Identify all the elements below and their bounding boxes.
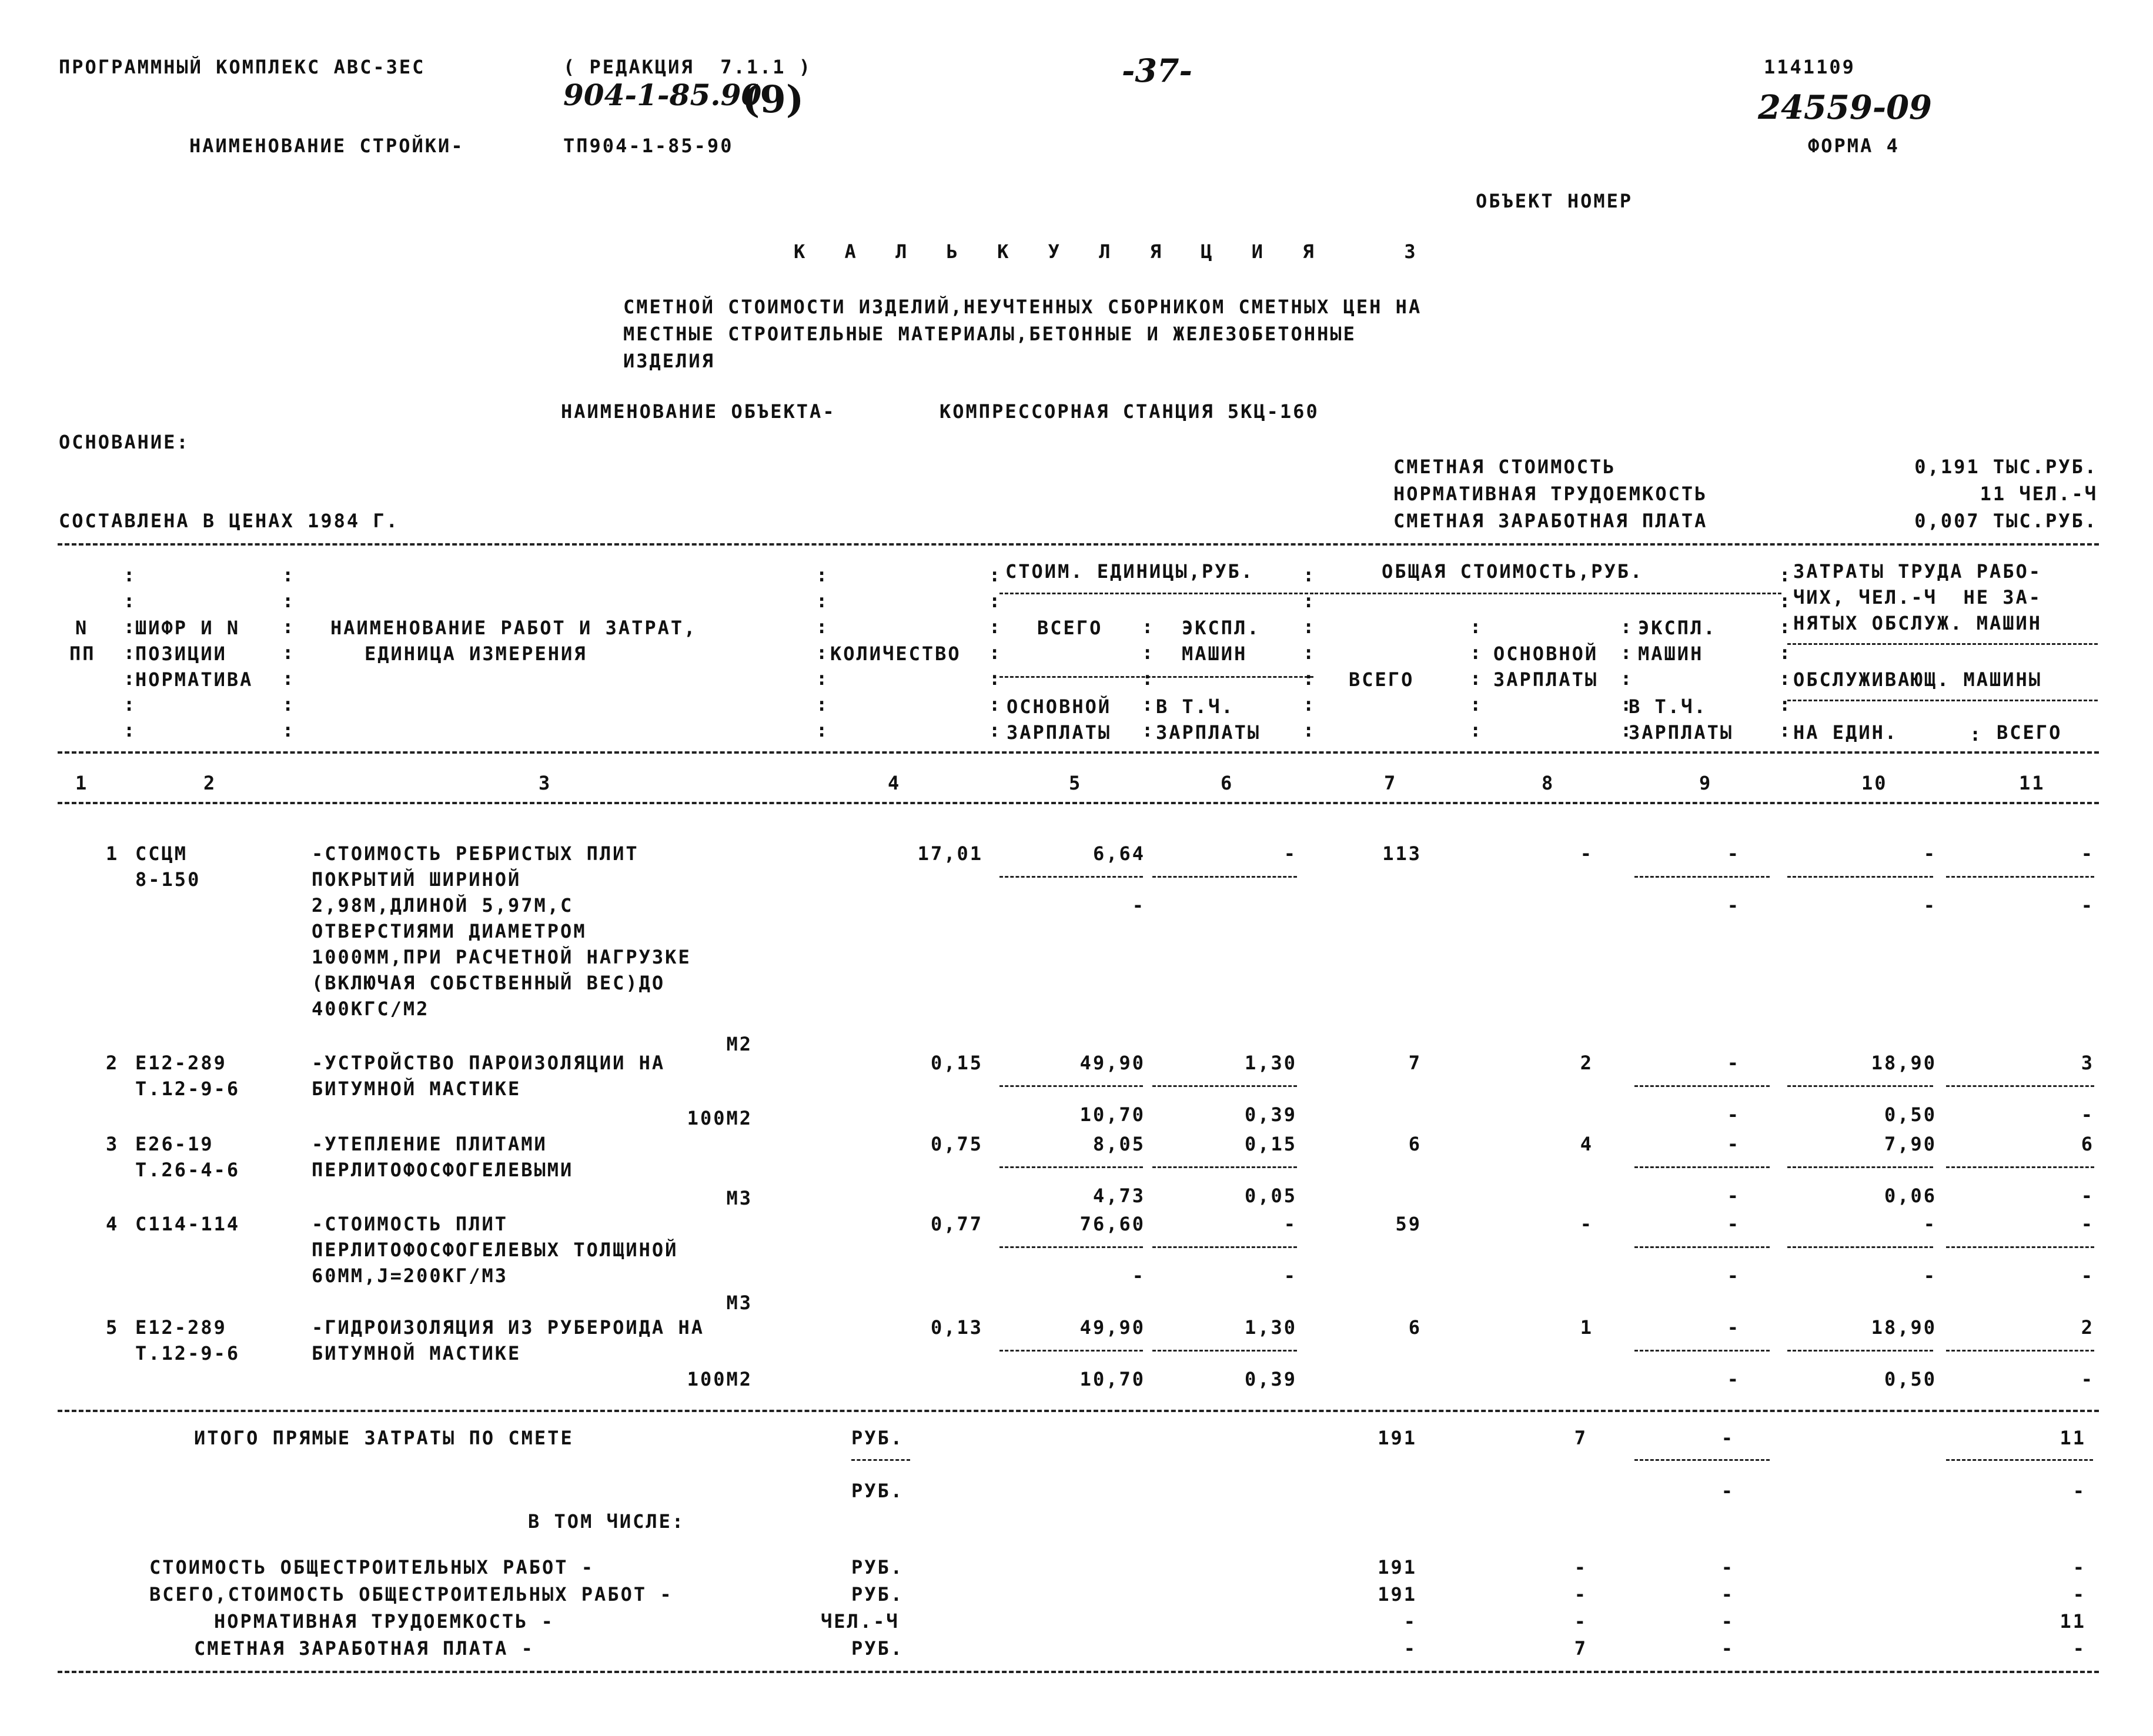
cell-c5: 49,90 [1079, 1316, 1145, 1339]
cell-divider [1634, 1246, 1770, 1248]
hdr-col5-bottom-1: ОСНОВНОЙ [1007, 695, 1112, 718]
row-name-line: 60ММ,J=200КГ/М3 [312, 1265, 508, 1287]
totals-line-c9: - [1721, 1583, 1734, 1605]
totals-line-c7: 191 [1378, 1556, 1417, 1578]
cell-c6: - [1283, 842, 1297, 865]
cell-c11: 6 [2081, 1133, 2094, 1155]
sep: : [1970, 723, 1981, 745]
row-code-1: С114-114 [135, 1213, 240, 1235]
cell-c10-norm: - [1923, 894, 1937, 916]
totals-line-unit: РУБ. [851, 1556, 904, 1578]
cell-c9-wage: - [1727, 1265, 1740, 1287]
hdr-unit-cost-group: СТОИМ. ЕДИНИЦЫ,РУБ. [1005, 560, 1255, 583]
row-code-1: Е26-19 [135, 1133, 214, 1155]
cell-c6-wage: 0,05 [1244, 1185, 1297, 1207]
summary-label-labor: НОРМАТИВНАЯ ТРУДОЕМКОСТЬ [1393, 483, 1708, 505]
cell-c11: 2 [2081, 1316, 2094, 1339]
cell-qty: 17,01 [917, 842, 983, 865]
totals-line-label: НОРМАТИВНАЯ ТРУДОЕМКОСТЬ - [214, 1610, 554, 1633]
row-name-line: БИТУМНОЙ МАСТИКЕ [312, 1078, 521, 1100]
cell-c6-wage: 0,39 [1244, 1103, 1297, 1126]
totals-line-label: СТОИМОСТЬ ОБЩЕСТРОИТЕЛЬНЫХ РАБОТ - [149, 1556, 595, 1578]
totals-line-label: ВСЕГО,СТОИМОСТЬ ОБЩЕСТРОИТЕЛЬНЫХ РАБОТ - [149, 1583, 673, 1605]
totals-line-c7: - [1403, 1637, 1417, 1660]
row-name-line: ОТВЕРСТИЯМИ ДИАМЕТРОМ [312, 920, 587, 942]
cell-c10-norm: 0,06 [1884, 1185, 1937, 1207]
cell-c5: 8,05 [1092, 1133, 1145, 1155]
summary-label-wage: СМЕТНАЯ ЗАРАБОТНАЯ ПЛАТА [1393, 510, 1708, 532]
row-unit: М3 [726, 1292, 753, 1314]
cell-divider [1787, 1085, 1933, 1087]
totals-line-unit: ЧЕЛ.-Ч [821, 1610, 900, 1633]
cell-c5-wage: 10,70 [1079, 1368, 1145, 1390]
col-number-7: 7 [1384, 772, 1398, 794]
cell-c9: - [1727, 1316, 1740, 1339]
summary-value-wage: 0,007 ТЫС.РУБ. [1914, 510, 2098, 532]
cell-c6: 1,30 [1244, 1316, 1297, 1339]
cell-divider [1152, 1085, 1297, 1087]
hdr-col9-bottom-1: В Т.Ч. [1629, 695, 1707, 718]
cell-divider [999, 876, 1143, 878]
row-unit: 100М2 [687, 1107, 753, 1129]
cell-c8: 4 [1580, 1133, 1593, 1155]
cell-c9: - [1727, 1052, 1740, 1074]
cell-qty: 0,15 [930, 1052, 983, 1074]
prices-year: СОСТАВЛЕНА В ЦЕНАХ 1984 Г. [59, 510, 399, 532]
cell-c8: - [1580, 842, 1593, 865]
cell-c9-wage: - [1727, 1368, 1740, 1390]
cell-c10: 18,90 [1871, 1052, 1937, 1074]
hdr-total-cost-group: ОБЩАЯ СТОИМОСТЬ,РУБ. [1382, 560, 1644, 583]
hdr-col9-bottom-2: ЗАРПЛАТЫ [1629, 721, 1734, 744]
hdr-col2-line1: ШИФР И N [135, 617, 240, 639]
cell-c9: - [1727, 1213, 1740, 1235]
subtitle-line-2: МЕСТНЫЕ СТРОИТЕЛЬНЫЕ МАТЕРИАЛЫ,БЕТОННЫЕ И ЖЕЛЕЗОБЕТОННЫЕ [623, 323, 1356, 345]
row-name-line: -СТОИМОСТЬ РЕБРИСТЫХ ПЛИТ [312, 842, 639, 865]
col-number-8: 8 [1542, 772, 1555, 794]
row-name-line: ПЕРЛИТОФОСФОГЕЛЕВЫМИ [312, 1159, 574, 1181]
cell-qty: 0,75 [930, 1133, 983, 1155]
cell-divider [1152, 876, 1297, 878]
cell-c11-norm: - [2081, 894, 2094, 916]
cell-qty: 0,77 [930, 1213, 983, 1235]
col-number-4: 4 [888, 772, 901, 794]
cell-divider [1946, 1350, 2094, 1352]
row-name-line: 2,98М,ДЛИНОЙ 5,97М,С [312, 894, 574, 916]
construction-value: ТП904-1-85-90 [563, 135, 734, 157]
cell-c11: 3 [2081, 1052, 2094, 1074]
cell-c5: 76,60 [1079, 1213, 1145, 1235]
row-number: 5 [106, 1316, 119, 1339]
totals-line-c11: - [2072, 1556, 2086, 1578]
hdr-labor-rule-2 [1787, 700, 2098, 701]
hdr-labor-group-1: ЗАТРАТЫ ТРУДА РАБО- [1793, 560, 2042, 583]
direct-costs-label: ИТОГО ПРЯМЫЕ ЗАТРАТЫ ПО СМЕТЕ [194, 1427, 574, 1449]
totals-top-rule [58, 1410, 2099, 1412]
row-name-line: ПОКРЫТИЙ ШИРИНОЙ [312, 868, 521, 891]
direct-costs-c11-rule [1946, 1459, 2093, 1461]
cell-c11: - [2081, 842, 2094, 865]
row-name-line: ПЕРЛИТОФОСФОГЕЛЕВЫХ ТОЛЩИНОЙ [312, 1239, 678, 1261]
cell-divider [999, 1166, 1143, 1168]
hdr-col3-line1: НАИМЕНОВАНИЕ РАБОТ И ЗАТРАТ, [330, 617, 697, 639]
hdr-col7: ВСЕГО [1349, 668, 1415, 691]
cell-c5-wage: 10,70 [1079, 1103, 1145, 1126]
totals-line-c11: 11 [2060, 1610, 2086, 1633]
hdr-col5-top: ВСЕГО [1037, 617, 1103, 639]
direct-costs-c11: 11 [2060, 1427, 2086, 1449]
totals-line-c9: - [1721, 1556, 1734, 1578]
summary-label-cost: СМЕТНАЯ СТОИМОСТЬ [1393, 456, 1616, 478]
sep: : : : : : : : [282, 564, 294, 741]
document-id: 1141109 [1764, 56, 1856, 78]
summary-value-cost: 0,191 ТЫС.РУБ. [1914, 456, 2098, 478]
hdr-unit-cost-rule [999, 593, 1313, 594]
row-name-line: (ВКЛЮЧАЯ СОБСТВЕННЫЙ ВЕС)ДО [312, 972, 666, 994]
hdr-col3-line2: ЕДИНИЦА ИЗМЕРЕНИЯ [365, 643, 587, 665]
cell-c11-norm: - [2081, 1368, 2094, 1390]
hdr-col5-bottom-2: ЗАРПЛАТЫ [1007, 721, 1112, 744]
cell-c10-norm: - [1923, 1265, 1937, 1287]
row-number: 4 [106, 1213, 119, 1235]
row-code-2: Т.12-9-6 [135, 1078, 240, 1100]
cell-divider [1634, 1350, 1770, 1352]
sep: : : : : : : : [1303, 564, 1315, 741]
object-name-value: КОМПРЕССОРНАЯ СТАНЦИЯ 5КЦ-160 [940, 400, 1319, 423]
hdr-col4: КОЛИЧЕСТВО [830, 643, 961, 665]
hdr-col6-top-1: ЭКСПЛ. [1182, 617, 1261, 639]
subtitle-line-3: ИЗДЕЛИЯ [623, 350, 715, 372]
cell-divider [999, 1246, 1143, 1248]
totals-line-c9: - [1721, 1637, 1734, 1660]
handwritten-part: (9) [742, 78, 804, 122]
cell-c5: 49,90 [1079, 1052, 1145, 1074]
totals-line-c8: - [1574, 1610, 1587, 1633]
sep: : : : : : : : [989, 564, 1001, 741]
cell-c11: - [2081, 1213, 2094, 1235]
row-name-line: 400КГС/М2 [312, 998, 430, 1020]
hdr-col2-line3: НОРМАТИВА [135, 668, 253, 691]
cell-c11-norm: - [2081, 1185, 2094, 1207]
sep: : : : : : : : [123, 564, 135, 741]
totals-line-c8: - [1574, 1556, 1587, 1578]
cell-c9: - [1727, 842, 1740, 865]
cell-divider [1152, 1246, 1297, 1248]
direct-costs-c9: - [1721, 1427, 1734, 1449]
row-code-2: Т.12-9-6 [135, 1342, 240, 1364]
row-name-line: -ГИДРОИЗОЛЯЦИЯ ИЗ РУБЕРОИДА НА [312, 1316, 704, 1339]
totals-line-c9: - [1721, 1610, 1734, 1633]
col-number-1: 1 [75, 772, 89, 794]
col-number-5: 5 [1069, 772, 1082, 794]
subtitle-line-1: СМЕТНОЙ СТОИМОСТИ ИЗДЕЛИЙ,НЕУЧТЕННЫХ СБОРНИКОМ СМЕТНЫХ ЦЕН НА [623, 296, 1422, 318]
hdr-col56-midrule [999, 676, 1313, 678]
cell-c8: 1 [1580, 1316, 1593, 1339]
including-label: В ТОМ ЧИСЛЕ: [528, 1510, 686, 1533]
cell-c10: 7,90 [1884, 1133, 1937, 1155]
object-name-label: НАИМЕНОВАНИЕ ОБЪЕКТА- [561, 400, 836, 423]
hdr-col6-bottom-1: В Т.Ч. [1156, 695, 1235, 718]
sep: : : : : : [1142, 616, 1154, 741]
col-number-3: 3 [539, 772, 552, 794]
cell-divider [1152, 1166, 1297, 1168]
cell-divider [1787, 876, 1933, 878]
col-number-11: 11 [2019, 772, 2045, 794]
header-bottom-rule [58, 751, 2099, 754]
row-number: 1 [106, 842, 119, 865]
row-name-line: -УТЕПЛЕНИЕ ПЛИТАМИ [312, 1133, 547, 1155]
cell-c7: 113 [1382, 842, 1422, 865]
hdr-col8-1: ОСНОВНОЙ [1493, 643, 1599, 665]
row-unit: М3 [726, 1187, 753, 1209]
cell-c11-norm: - [2081, 1265, 2094, 1287]
edition: ( РЕДАКЦИЯ 7.1.1 ) [563, 56, 813, 78]
hdr-col11: ВСЕГО [1997, 721, 2062, 744]
hdr-col2-line2: ПОЗИЦИИ [135, 643, 227, 665]
direct-costs-c9-rule [1634, 1459, 1770, 1461]
cell-c9-wage: - [1727, 1103, 1740, 1126]
cell-c7: 6 [1408, 1133, 1422, 1155]
hdr-labor-rule [1787, 643, 2098, 645]
cell-c6-wage: 0,39 [1244, 1368, 1297, 1390]
row-name-line: БИТУМНОЙ МАСТИКЕ [312, 1342, 521, 1364]
document-heading: К А Л Ь К У Л Я Ц И Я 3 [794, 240, 1430, 263]
cell-c8: - [1580, 1213, 1593, 1235]
sep: : : : : : : : [1779, 564, 1791, 741]
totals-line-c7: - [1403, 1610, 1417, 1633]
totals-line-label: СМЕТНАЯ ЗАРАБОТНАЯ ПЛАТА - [194, 1637, 534, 1660]
row-code-2: 8-150 [135, 868, 201, 891]
cell-divider [1787, 1166, 1933, 1168]
direct-costs-c7: 191 [1378, 1427, 1417, 1449]
row-unit: 100М2 [687, 1368, 753, 1390]
hdr-col8-2: ЗАРПЛАТЫ [1493, 668, 1599, 691]
sep: : : : : : [1470, 616, 1482, 741]
cell-c6: - [1283, 1213, 1297, 1235]
totals-line-c8: - [1574, 1583, 1587, 1605]
direct-costs-unit: РУБ. [851, 1427, 904, 1449]
hdr-col9-top-1: ЭКСПЛ. [1638, 617, 1717, 639]
cell-c8: 2 [1580, 1052, 1593, 1074]
cell-divider [999, 1350, 1143, 1352]
row-number: 3 [106, 1133, 119, 1155]
summary-value-labor: 11 ЧЕЛ.-Ч [1980, 483, 2098, 505]
page-number: -37- [1122, 52, 1192, 89]
row-unit: М2 [726, 1033, 753, 1055]
cell-divider [1946, 1166, 2094, 1168]
cell-divider [999, 1085, 1143, 1087]
row-code-1: Е12-289 [135, 1316, 227, 1339]
hdr-labor-group-3: НЯТЫХ ОБСЛУЖ. МАШИН [1793, 612, 2042, 634]
cell-c5-wage: 4,73 [1092, 1185, 1145, 1207]
cell-c7: 6 [1408, 1316, 1422, 1339]
bottom-rule [58, 1671, 2099, 1673]
object-number: ОБЪЕКТ НОМЕР [1476, 190, 1633, 212]
col-number-10: 10 [1861, 772, 1888, 794]
cell-c6: 0,15 [1244, 1133, 1297, 1155]
cell-c6-wage: - [1283, 1265, 1297, 1287]
cell-divider [1152, 1350, 1297, 1352]
hdr-col1-line1: N [75, 617, 89, 639]
construction-label: НАИМЕНОВАНИЕ СТРОЙКИ- [189, 135, 464, 157]
hdr-labor-sub: ОБСЛУЖИВАЮЩ. МАШИНЫ [1793, 668, 2042, 691]
row-code-2: Т.26-4-6 [135, 1159, 240, 1181]
cell-divider [1787, 1246, 1933, 1248]
hdr-col1-line2: ПП [69, 643, 96, 665]
sep: : : : : : : : [816, 564, 828, 741]
col-number-9: 9 [1699, 772, 1713, 794]
cell-qty: 0,13 [930, 1316, 983, 1339]
hdr-col6-bottom-2: ЗАРПЛАТЫ [1156, 721, 1261, 744]
sep: : : : : : [1620, 616, 1632, 741]
row-name-line: -СТОИМОСТЬ ПЛИТ [312, 1213, 508, 1235]
cell-c10: - [1923, 1213, 1937, 1235]
col-number-6: 6 [1221, 772, 1234, 794]
form-label: ФОРМА 4 [1808, 135, 1900, 157]
cell-divider [1946, 1085, 2094, 1087]
hdr-labor-group-2: ЧИХ, ЧЕЛ.-Ч НЕ ЗА- [1793, 586, 2042, 608]
cell-c9: - [1727, 1133, 1740, 1155]
row-code-1: Е12-289 [135, 1052, 227, 1074]
cell-divider [1946, 876, 2094, 878]
cell-c7: 59 [1395, 1213, 1422, 1235]
cell-c7: 7 [1408, 1052, 1422, 1074]
row-code-1: ССЦМ [135, 842, 188, 865]
basis-label: ОСНОВАНИЕ: [59, 431, 190, 453]
cell-divider [1787, 1350, 1933, 1352]
table-top-rule [58, 543, 2099, 546]
cell-c10-norm: 0,50 [1884, 1368, 1937, 1390]
cell-divider [1634, 1166, 1770, 1168]
totals-line-c11: - [2072, 1583, 2086, 1605]
cell-c5-wage: - [1132, 1265, 1145, 1287]
row-name-line: -УСТРОЙСТВО ПАРОИЗОЛЯЦИИ НА [312, 1052, 666, 1074]
cell-c10: 18,90 [1871, 1316, 1937, 1339]
col-number-2: 2 [203, 772, 217, 794]
cell-c10-norm: 0,50 [1884, 1103, 1937, 1126]
handwritten-code: 904-1-85.90 [563, 78, 762, 112]
program-name: ПРОГРАММНЫЙ КОМПЛЕКС АВС-3ЕС [59, 56, 426, 78]
hdr-col9-top-2: МАШИН [1638, 643, 1704, 665]
totals-line-unit: РУБ. [851, 1637, 904, 1660]
direct-costs-c11b: - [2072, 1480, 2086, 1502]
totals-line-c8: 7 [1574, 1637, 1587, 1660]
cell-c9-wage: - [1727, 894, 1740, 916]
handwritten-registration: 24559-09 [1758, 88, 1932, 127]
cell-divider [1634, 1085, 1770, 1087]
hdr-col6-top-2: МАШИН [1182, 643, 1248, 665]
cell-c5-wage: - [1132, 894, 1145, 916]
direct-costs-c8: 7 [1574, 1427, 1587, 1449]
cell-c5: 6,64 [1092, 842, 1145, 865]
direct-costs-c9b: - [1721, 1480, 1734, 1502]
cell-c6: 1,30 [1244, 1052, 1297, 1074]
totals-line-c7: 191 [1378, 1583, 1417, 1605]
hdr-col10: НА ЕДИН. [1793, 721, 1898, 744]
direct-costs-unit-2: РУБ. [851, 1480, 904, 1502]
hdr-total-cost-rule [1315, 593, 1781, 594]
cell-c9-wage: - [1727, 1185, 1740, 1207]
totals-line-c11: - [2072, 1637, 2086, 1660]
totals-line-unit: РУБ. [851, 1583, 904, 1605]
cell-c10: - [1923, 842, 1937, 865]
cell-c11-norm: - [2081, 1103, 2094, 1126]
numbers-bottom-rule [58, 802, 2099, 804]
cell-divider [1634, 876, 1770, 878]
direct-costs-unit-rule [851, 1459, 910, 1461]
row-name-line: 1000ММ,ПРИ РАСЧЕТНОЙ НАГРУЗКЕ [312, 946, 691, 968]
row-number: 2 [106, 1052, 119, 1074]
cell-divider [1946, 1246, 2094, 1248]
